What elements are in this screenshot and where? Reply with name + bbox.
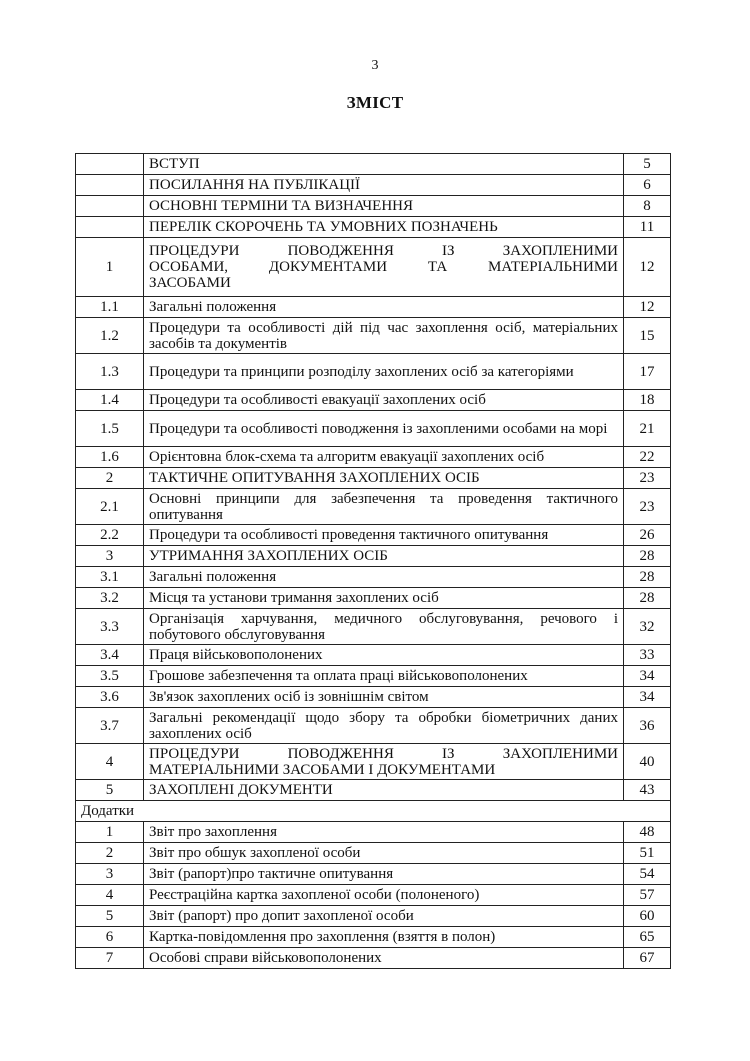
toc-section-number: 3.4 (76, 645, 144, 666)
toc-section-number (76, 217, 144, 238)
toc-section-number: 1 (76, 238, 144, 297)
toc-row (76, 546, 671, 567)
toc-row (76, 297, 671, 318)
toc-row (76, 238, 671, 297)
toc-row (76, 744, 671, 780)
toc-row (76, 447, 671, 468)
toc-section-title: Загальні положення (144, 297, 624, 318)
toc-section-number: 1.6 (76, 447, 144, 468)
toc-appendix-title: Звіт (рапорт)про тактичне опитування (144, 864, 624, 885)
toc-section-title: Загальні положення (144, 567, 624, 588)
toc-section-title (144, 744, 624, 780)
toc-appendix-title: Реєстраційна картка захопленої особи (полоненого) (144, 885, 624, 906)
toc-page-number: 5 (624, 154, 671, 175)
toc-appendix-number: 7 (76, 948, 144, 969)
toc-page-number: 48 (624, 822, 671, 843)
toc-page-number: 18 (624, 390, 671, 411)
toc-page-number: 43 (624, 780, 671, 801)
toc-appendix-number: 4 (76, 885, 144, 906)
toc-page-number: 36 (624, 708, 671, 744)
toc-section-number: 3.5 (76, 666, 144, 687)
toc-page-number: 23 (624, 468, 671, 489)
toc-section-number: 3.6 (76, 687, 144, 708)
toc-section-title: Процедури та особливості проведення тактичного опитування (144, 525, 624, 546)
toc-section-number: 3.3 (76, 609, 144, 645)
toc-row (76, 318, 671, 354)
toc-page-number: 67 (624, 948, 671, 969)
toc-appendix-number: 3 (76, 864, 144, 885)
toc-section-title: Основні принципи для забезпечення та проведення тактичного опитування (144, 489, 624, 525)
toc-section-title: Місця та установи тримання захоплених осіб (144, 588, 624, 609)
toc-section-number: 1.3 (76, 354, 144, 390)
toc-row (76, 196, 671, 217)
toc-appendix-title: Особові справи військовополонених (144, 948, 624, 969)
toc-page-number: 28 (624, 567, 671, 588)
toc-section-title: Процедури та принципи розподілу захоплених осіб за категоріями (144, 354, 624, 390)
toc-page-number: 33 (624, 645, 671, 666)
toc-page-number: 15 (624, 318, 671, 354)
toc-section-title: ОСНОВНІ ТЕРМІНИ ТА ВИЗНАЧЕННЯ (144, 196, 624, 217)
toc-page-number: 26 (624, 525, 671, 546)
toc-appendix-number: 2 (76, 843, 144, 864)
toc-section-title: ПОСИЛАННЯ НА ПУБЛІКАЦІЇ (144, 175, 624, 196)
toc-section-title: Процедури та особливості дій під час захоплення осіб, матеріальних засобів та документів (144, 318, 624, 354)
toc-section-number: 3.1 (76, 567, 144, 588)
toc-section-title: Зв'язок захоплених осіб із зовнішнім світом (144, 687, 624, 708)
toc-row (76, 217, 671, 238)
toc-title-line: ОСОБАМИ, ДОКУМЕНТАМИ ТА МАТЕРІАЛЬНИМИ (149, 259, 618, 275)
toc-section-number: 2.1 (76, 489, 144, 525)
toc-row (76, 567, 671, 588)
toc-section-number: 4 (76, 744, 144, 780)
toc-appendix-number: 5 (76, 906, 144, 927)
toc-row (76, 354, 671, 390)
toc-row (76, 687, 671, 708)
toc-section-title: Процедури та особливості евакуації захоплених осіб (144, 390, 624, 411)
toc-page-number: 22 (624, 447, 671, 468)
toc-appendix-title: Картка-повідомлення про захоплення (взяття в полон) (144, 927, 624, 948)
toc-page-number: 60 (624, 906, 671, 927)
toc-section-title: УТРИМАННЯ ЗАХОПЛЕНИХ ОСІБ (144, 546, 624, 567)
toc-page-number: 54 (624, 864, 671, 885)
toc-section-number (76, 196, 144, 217)
toc-section-number: 1.4 (76, 390, 144, 411)
toc-appendix-row (76, 885, 671, 906)
toc-page-number: 23 (624, 489, 671, 525)
toc-row (76, 154, 671, 175)
toc-section-title: Орієнтовна блок-схема та алгоритм евакуації захоплених осіб (144, 447, 624, 468)
page-number: 3 (371, 58, 379, 73)
toc-section-title: Загальні рекомендації щодо збору та обробки біометричних даних захоплених осіб (144, 708, 624, 744)
toc-appendix-row (76, 906, 671, 927)
toc-page-number: 34 (624, 687, 671, 708)
toc-row (76, 588, 671, 609)
toc-section-title: Грошове забезпечення та оплата праці військовополонених (144, 666, 624, 687)
toc-appendix-row (76, 927, 671, 948)
toc-row (76, 609, 671, 645)
toc-page-number: 12 (624, 297, 671, 318)
toc-section-number: 2.2 (76, 525, 144, 546)
toc-row (76, 666, 671, 687)
toc-row (76, 708, 671, 744)
toc-page-number: 32 (624, 609, 671, 645)
table-of-contents (75, 153, 671, 969)
toc-page-number: 57 (624, 885, 671, 906)
toc-section-title (144, 238, 624, 297)
toc-section-number: 1.5 (76, 411, 144, 447)
toc-section-number: 5 (76, 780, 144, 801)
toc-appendix-row (76, 843, 671, 864)
toc-page-number: 40 (624, 744, 671, 780)
toc-appendix-label: Додатки (76, 801, 671, 822)
toc-section-number: 3 (76, 546, 144, 567)
toc-appendix-title: Звіт про захоплення (144, 822, 624, 843)
toc-appendix-header-row (76, 801, 671, 822)
toc-section-number (76, 175, 144, 196)
toc-title-line: ПРОЦЕДУРИ ПОВОДЖЕННЯ ІЗ ЗАХОПЛЕНИМИ (149, 745, 618, 762)
toc-section-title: Організація харчування, медичного обслуговування, речового і побутового обслуговування (144, 609, 624, 645)
toc-section-number (76, 154, 144, 175)
toc-appendix-title: Звіт про обшук захопленої особи (144, 843, 624, 864)
toc-page-number: 17 (624, 354, 671, 390)
toc-section-number: 3.7 (76, 708, 144, 744)
toc-row (76, 489, 671, 525)
toc-section-title: ПЕРЕЛІК СКОРОЧЕНЬ ТА УМОВНИХ ПОЗНАЧЕНЬ (144, 217, 624, 238)
toc-title-line: МАТЕРІАЛЬНИМИ ЗАСОБАМИ І ДОКУМЕНТАМИ (149, 761, 496, 778)
toc-page-number: 28 (624, 588, 671, 609)
toc-row (76, 390, 671, 411)
toc-page-number: 12 (624, 238, 671, 297)
toc-appendix-row (76, 822, 671, 843)
toc-row (76, 411, 671, 447)
toc-appendix-row (76, 948, 671, 969)
toc-section-title: Праця військовополонених (144, 645, 624, 666)
toc-row (76, 175, 671, 196)
toc-title-line: ЗАСОБАМИ (149, 275, 231, 291)
toc-title-line: ПРОЦЕДУРИ ПОВОДЖЕННЯ ІЗ ЗАХОПЛЕНИМИ (149, 243, 618, 259)
toc-page-number: 6 (624, 175, 671, 196)
toc-page-number: 51 (624, 843, 671, 864)
toc-appendix-row (76, 864, 671, 885)
toc-appendix-title: Звіт (рапорт) про допит захопленої особи (144, 906, 624, 927)
toc-section-title: ВСТУП (144, 154, 624, 175)
page-title: ЗМІСТ (346, 93, 404, 112)
toc-section-title: ТАКТИЧНЕ ОПИТУВАННЯ ЗАХОПЛЕНИХ ОСІБ (144, 468, 624, 489)
toc-row (76, 468, 671, 489)
toc-page-number: 65 (624, 927, 671, 948)
toc-section-number: 3.2 (76, 588, 144, 609)
toc-appendix-number: 6 (76, 927, 144, 948)
toc-page-number: 8 (624, 196, 671, 217)
toc-row (76, 525, 671, 546)
toc-row (76, 645, 671, 666)
toc-section-title: Процедури та особливості поводження із захопленими особами на морі (144, 411, 624, 447)
toc-section-title: ЗАХОПЛЕНІ ДОКУМЕНТИ (144, 780, 624, 801)
toc-section-number: 1.1 (76, 297, 144, 318)
toc-page-number: 34 (624, 666, 671, 687)
toc-page-number: 11 (624, 217, 671, 238)
toc-page-number: 28 (624, 546, 671, 567)
toc-page-number: 21 (624, 411, 671, 447)
toc-row (76, 780, 671, 801)
toc-section-number: 1.2 (76, 318, 144, 354)
toc-section-number: 2 (76, 468, 144, 489)
toc-appendix-number: 1 (76, 822, 144, 843)
